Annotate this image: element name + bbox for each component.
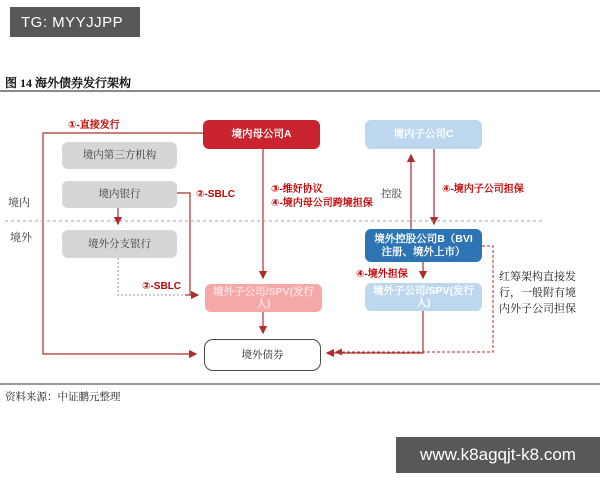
node-overseas-spv-issuer-right: 境外子公司/SPV(发行人) [365, 283, 482, 311]
label-overseas-guarantee: ④-境外担保 [356, 269, 408, 280]
red-chip-note: 红筹架构直接发行，一般附有境内外子公司担保 [499, 271, 576, 315]
label-keepwell: ③-维好协议 [271, 184, 323, 195]
label-direct-issue: ①-直接发行 [68, 120, 120, 131]
figure-title: 图 14 海外债券发行架构 [5, 76, 132, 90]
tg-watermark-badge [10, 7, 140, 37]
title-divider [0, 90, 600, 92]
node-overseas-branch-bank: 境外分支银行 [62, 230, 177, 258]
node-overseas-spv-issuer-left: 境外子公司/SPV(发行人) [205, 284, 322, 312]
label-domestic-sub-guarantee: ④-境内子公司担保 [442, 184, 524, 195]
node-domestic-third-party: 境内第三方机构 [62, 142, 177, 169]
node-domestic-subsidiary-c: 境内子公司C [365, 120, 482, 149]
node-overseas-holdco-b: 境外控股公司B（BVI注册、境外上市） [365, 229, 482, 262]
url-watermark-badge [396, 437, 600, 473]
label-sblc-top: ②-SBLC [196, 189, 236, 200]
tg-watermark-text: TG: MYYJJPP [21, 13, 124, 31]
label-parent-cross-border-guarantee: ④-境内母公司跨境担保 [271, 198, 373, 209]
label-holding: 控股 [381, 188, 402, 200]
region-label-offshore: 境外 [10, 232, 32, 244]
label-sblc-bottom: ②-SBLC [142, 281, 182, 292]
url-watermark-text: www.k8agqjt-k8.com [420, 445, 576, 464]
node-domestic-parent-a: 境内母公司A [203, 120, 320, 149]
region-label-onshore: 境内 [8, 197, 30, 209]
node-domestic-bank: 境内银行 [62, 181, 177, 208]
source-text: 资料来源：中证鹏元整理 [5, 392, 121, 403]
node-overseas-bond: 境外债券 [204, 339, 321, 371]
footer-divider [0, 383, 600, 385]
